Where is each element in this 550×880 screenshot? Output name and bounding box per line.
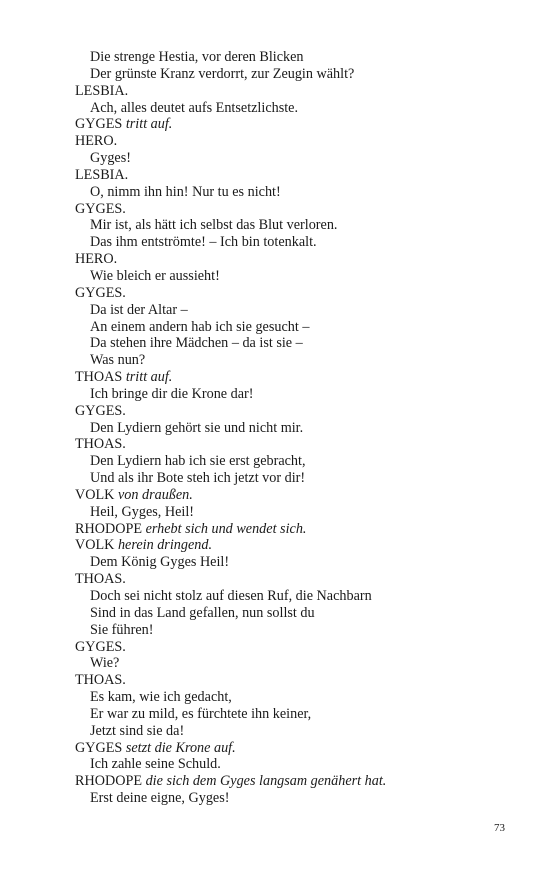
speaker-name: THOAS	[75, 369, 123, 386]
speaker-line	[75, 403, 515, 420]
speaker-name: LESBIA.	[75, 82, 129, 99]
speaker-name: GYGES.	[75, 638, 126, 655]
speaker-name: GYGES.	[75, 200, 126, 217]
speaker-name: GYGES	[75, 116, 123, 133]
speaker-name: RHODOPE	[75, 773, 143, 790]
verse-line: Die strenge Hestia, vor deren Blicken	[90, 49, 304, 65]
stage-direction: setzt die Krone auf.	[125, 739, 236, 756]
stage-direction: die sich dem Gyges langsam genähert hat.	[145, 773, 387, 790]
verse-line: Ich bringe dir die Krone dar!	[90, 385, 254, 402]
verse-line: Jetzt sind sie da!	[90, 722, 185, 739]
verse-line: Heil, Gyges, Heil!	[90, 503, 195, 520]
speaker-name: GYGES	[75, 739, 123, 756]
verse-line: Er war zu mild, es fürchtete ihn keiner,	[90, 705, 312, 722]
speaker-line	[75, 639, 515, 656]
verse-line: Wie?	[90, 655, 120, 672]
page-number: 73	[494, 822, 505, 834]
verse-line: Erst deine eigne, Gyges!	[90, 790, 230, 807]
speaker-name: VOLK	[75, 486, 115, 503]
speaker-name: THOAS.	[75, 571, 126, 588]
speaker-line	[75, 537, 515, 554]
verse-line: Doch sei nicht stolz auf diesen Ruf, die Nachbarn	[90, 588, 372, 604]
verse-line: Den Lydiern gehört sie und nicht mir.	[90, 419, 304, 436]
verse-line: Und als ihr Bote steh ich jetzt vor dir!	[90, 470, 306, 487]
speaker-line	[75, 773, 515, 790]
verse-line: Es kam, wie ich gedacht,	[90, 689, 232, 706]
verse-line: An einem andern hab ich sie gesucht –	[90, 318, 310, 335]
speaker-line	[75, 369, 515, 386]
verse-line: Das ihm entströmte! – Ich bin totenkalt.	[90, 234, 317, 251]
speaker-line	[75, 201, 515, 218]
speaker-name: HERO.	[75, 251, 118, 268]
speaker-name: GYGES.	[75, 402, 126, 419]
speaker-line	[75, 133, 515, 150]
verse-line: Ach, alles deutet aufs Entsetzlichste.	[90, 99, 299, 116]
speaker-name: HERO.	[75, 133, 118, 150]
speaker-line	[75, 521, 515, 538]
verse-line: Da ist der Altar –	[90, 301, 188, 318]
speaker-line	[75, 571, 515, 588]
speaker-name: GYGES.	[75, 284, 126, 301]
speaker-line	[75, 83, 515, 100]
verse-line: Was nun?	[90, 352, 146, 369]
speaker-line	[75, 740, 515, 757]
speaker-line	[75, 116, 515, 133]
speaker-line	[75, 251, 515, 268]
verse-line: Ich zahle seine Schuld.	[90, 756, 221, 773]
speaker-name: RHODOPE	[75, 520, 143, 537]
speaker-name: THOAS.	[75, 672, 126, 689]
speaker-line	[75, 167, 515, 184]
verse-line: Wie bleich er aussieht!	[90, 267, 220, 284]
stage-direction: tritt auf.	[125, 369, 173, 386]
verse-line: Da stehen ihre Mädchen – da ist sie –	[90, 335, 303, 352]
play-text	[75, 49, 515, 807]
verse-line: Mir ist, als hätt ich selbst das Blut verloren.	[90, 217, 338, 234]
stage-direction: herein dringend.	[117, 537, 212, 554]
verse-line: Der grünste Kranz verdorrt, zur Zeugin wählt?	[90, 65, 355, 82]
verse-line: O, nimm ihn hin! Nur tu es nicht!	[90, 183, 281, 200]
speaker-line	[75, 285, 515, 302]
speaker-name: VOLK	[75, 537, 115, 554]
speaker-line	[75, 436, 515, 453]
speaker-name: THOAS.	[75, 436, 126, 453]
verse-line: Sie führen!	[90, 621, 154, 638]
speaker-line	[75, 487, 515, 504]
stage-direction: tritt auf.	[125, 116, 173, 133]
verse-line: Sind in das Land gefallen, nun sollst du	[90, 604, 315, 621]
stage-direction: von draußen.	[117, 486, 193, 503]
speaker-name: LESBIA.	[75, 166, 129, 183]
verse-line: Gyges!	[90, 150, 131, 167]
verse-line: Den Lydiern hab ich sie erst gebracht,	[90, 453, 306, 470]
speaker-line	[75, 672, 515, 689]
verse-line: Dem König Gyges Heil!	[90, 554, 230, 571]
stage-direction: erhebt sich und wendet sich.	[145, 520, 307, 537]
